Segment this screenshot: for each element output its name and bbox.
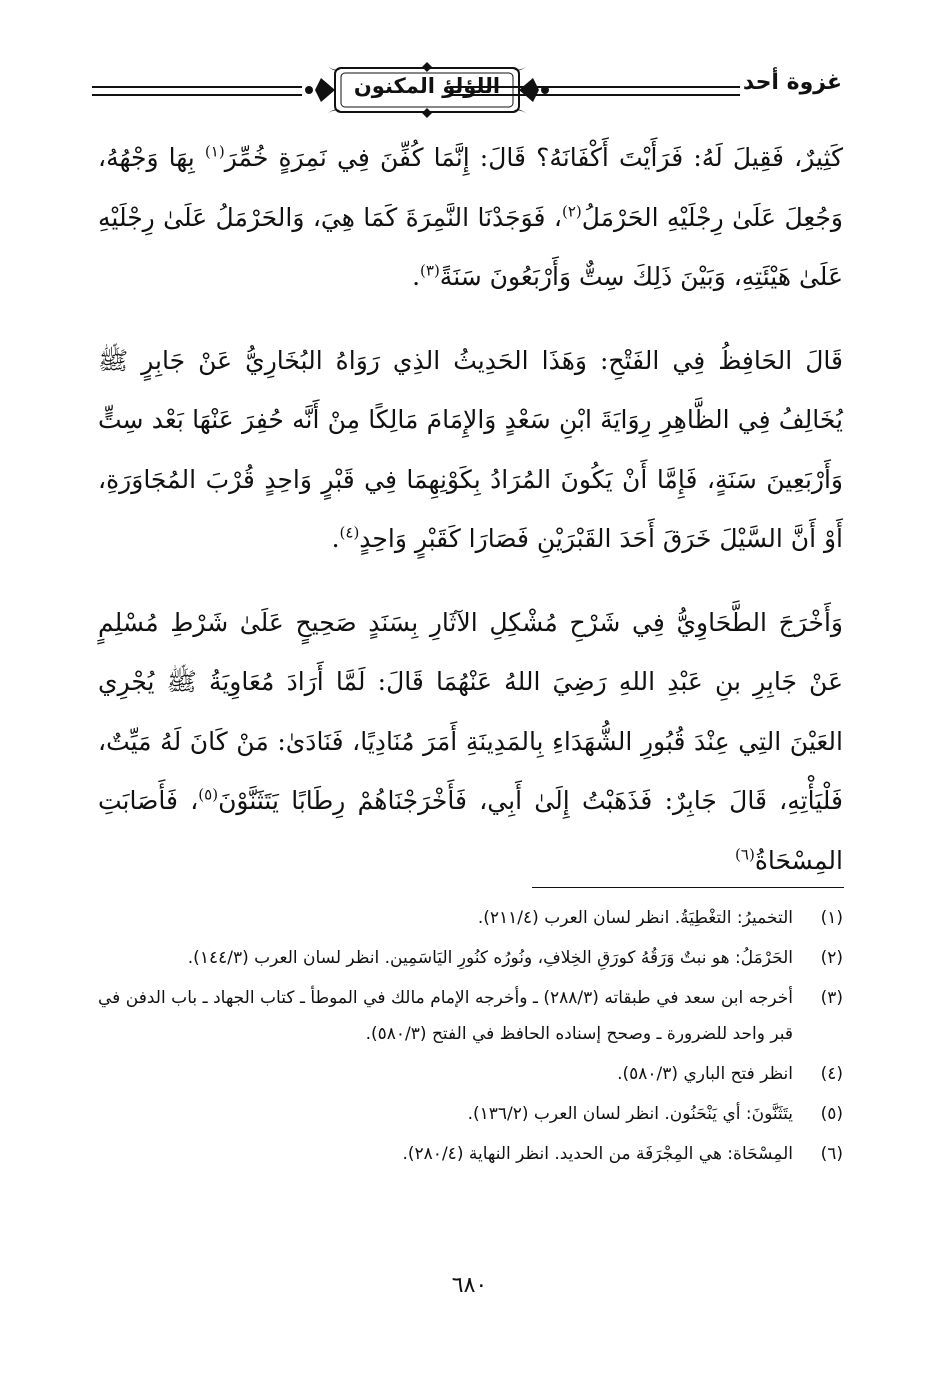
- footnote-text: المِسْحَاة: هي المِجْرَفَة من الحديد. انظر النهاية (٢٨٠/٤).: [402, 1144, 793, 1164]
- book-title-badge: [297, 58, 557, 122]
- footnote-text: التخميرُ: التغْطِيَةُ. انظر لسان العرب (٢١١/٤).: [477, 908, 793, 928]
- footnote-number: (٢): [820, 948, 843, 968]
- chapter-title: غزوة أحد: [742, 70, 842, 95]
- footnote-item: [98, 1096, 843, 1132]
- body-text: بِهَا وَجْهُهُ، وَجُعِلَ عَلَىٰ رِجْلَيْهِ الحَرْمَلُ: [98, 143, 843, 232]
- footnote-item: [98, 900, 843, 936]
- footnote-marker: (٤): [339, 523, 360, 542]
- footnote-marker: (٣): [420, 261, 440, 280]
- footnote-text: يتَثَنَّونَ: أي يَنْحَنُون. انظر لسان العرب (١٣٦/٢).: [467, 1104, 793, 1124]
- body-text: .: [331, 524, 340, 553]
- footnote-number: (٥): [820, 1104, 843, 1124]
- book-title: اللؤلؤ المكنون: [353, 74, 501, 98]
- body-text: قَالَ الحَافِظُ فِي الفَتْحِ: وَهَذَا الحَدِيثُ الذِي رَوَاهُ البُخَارِيُّ عَنْ جَابِرٍ ﷺ يُخَالِفُ فِي الظَّاهِرِ رِوَايَةَ ابْنِ سَعْدٍ وَالإِمَامَ مَالِكًا مِنْ أَنَّه حُفِرَ عَنْهَا بَعْد سِتٍّ وَأَرْبَعِينَ سَنَةٍ، فَإِمَّا أَنْ يَكُونَ المُرَادُ بِكَوْنِهِمَا فِي قَبْرٍ وَاحِدٍ قُرْبَ المُجَاوَرَةِ، أَوْ أَنَّ السَّيْلَ خَرَقَ أَحَدَ القَبْرَيْنِ فَصَارَا كَقَبْرٍ وَاحِدٍ: [98, 345, 843, 553]
- footnote-item: [98, 940, 843, 976]
- footnote-marker: (٢): [561, 202, 582, 221]
- body-text: ، فَأَصَابَتِ المِسْحَاةُ: [98, 786, 843, 875]
- footnote-marker: (٥): [198, 785, 219, 804]
- footnote-number: (٣): [820, 988, 843, 1008]
- footnote-number: (٤): [820, 1064, 843, 1084]
- footnote-separator: [532, 887, 844, 888]
- body-text: وَأَخْرَجَ الطَّحَاوِيُّ فِي شَرْحِ مُشْكِلِ الآثَارِ بِسَنَدٍ صَحِيحٍ عَلَىٰ شَرْطِ مُسْلِمٍ عَنْ جَابِرِ بنِ عَبْدِ اللهِ رَضِيَ اللهُ عَنْهُمَا قَالَ: لَمَّا أَرَادَ مُعَاوِيَةُ ﷺ يُجْرِي العَيْنَ التِي عِنْدَ قُبُورِ الشُّهَدَاءِ بِالمَدِينَةِ أَمَرَ مُنَادِيًا، فَنَادَىٰ: مَنْ كَانَ لَهُ مَيِّتٌ، فَلْيَأْتِهِ، قَالَ جَابِرٌ: فَذَهَبْتُ إِلَىٰ أَبِي، فَأَخْرَجْنَاهُمْ رِطَابًا يَتَثَنَّوْنَ: [98, 607, 843, 815]
- footnote-item: [98, 1056, 843, 1092]
- footnote-text: الحَرْمَلُ: هو نبتٌ وَرَقُهُ كورَقِ الخِلافِ، ونُورُه كنُورِ اليَاسَمِين. انظر لسان العرب (١٤٤/٣).: [187, 948, 793, 968]
- main-text: [98, 128, 843, 890]
- header-rule-left: [92, 86, 302, 96]
- body-text: .: [412, 262, 421, 291]
- footnote-marker: (٦): [735, 845, 755, 864]
- footnotes: [98, 900, 843, 1176]
- running-header: [92, 58, 842, 122]
- body-paragraph: [98, 593, 843, 891]
- footnote-number: (٦): [820, 1144, 843, 1164]
- footnote-item: [98, 1136, 843, 1172]
- footnote-number: (١): [820, 908, 843, 928]
- body-paragraph: [98, 128, 843, 307]
- footnote-item: [98, 980, 843, 1052]
- body-text: ، فَوَجَدْنَا النَّمِرَةَ كَمَا هِيَ، وَالحَرْمَلُ عَلَىٰ رِجْلَيْهِ عَلَىٰ هَيْئَتِهِ، وَبَيْنَ ذَلِكَ سِتٌّ وَأَرْبَعُونَ سَنَةً: [98, 202, 843, 291]
- body-paragraph: [98, 331, 843, 569]
- page-number: ٦٨٠: [451, 1273, 488, 1298]
- body-text: كَثِيرٌ، فَقِيلَ لَهُ: فَرَأَيْتَ أَكْفَانَهُ؟ قَالَ: إِنَّمَا كُفِّنَ فِي نَمِرَةٍ خُمِّرَ: [224, 143, 843, 172]
- footnote-text: انظر فتح الباري (٥٨٠/٣).: [617, 1064, 793, 1084]
- footnote-marker: (١): [204, 142, 225, 161]
- footnote-text: أخرجه ابن سعد في طبقاته (٢٨٨/٣) ـ وأخرجه الإمام مالك في الموطأ ـ كتاب الجهاد ـ باب الدفن في قبر واحد للضرورة ـ وصحح إسناده الحافظ في الفتح (٥٨٠/٣).: [98, 988, 793, 1044]
